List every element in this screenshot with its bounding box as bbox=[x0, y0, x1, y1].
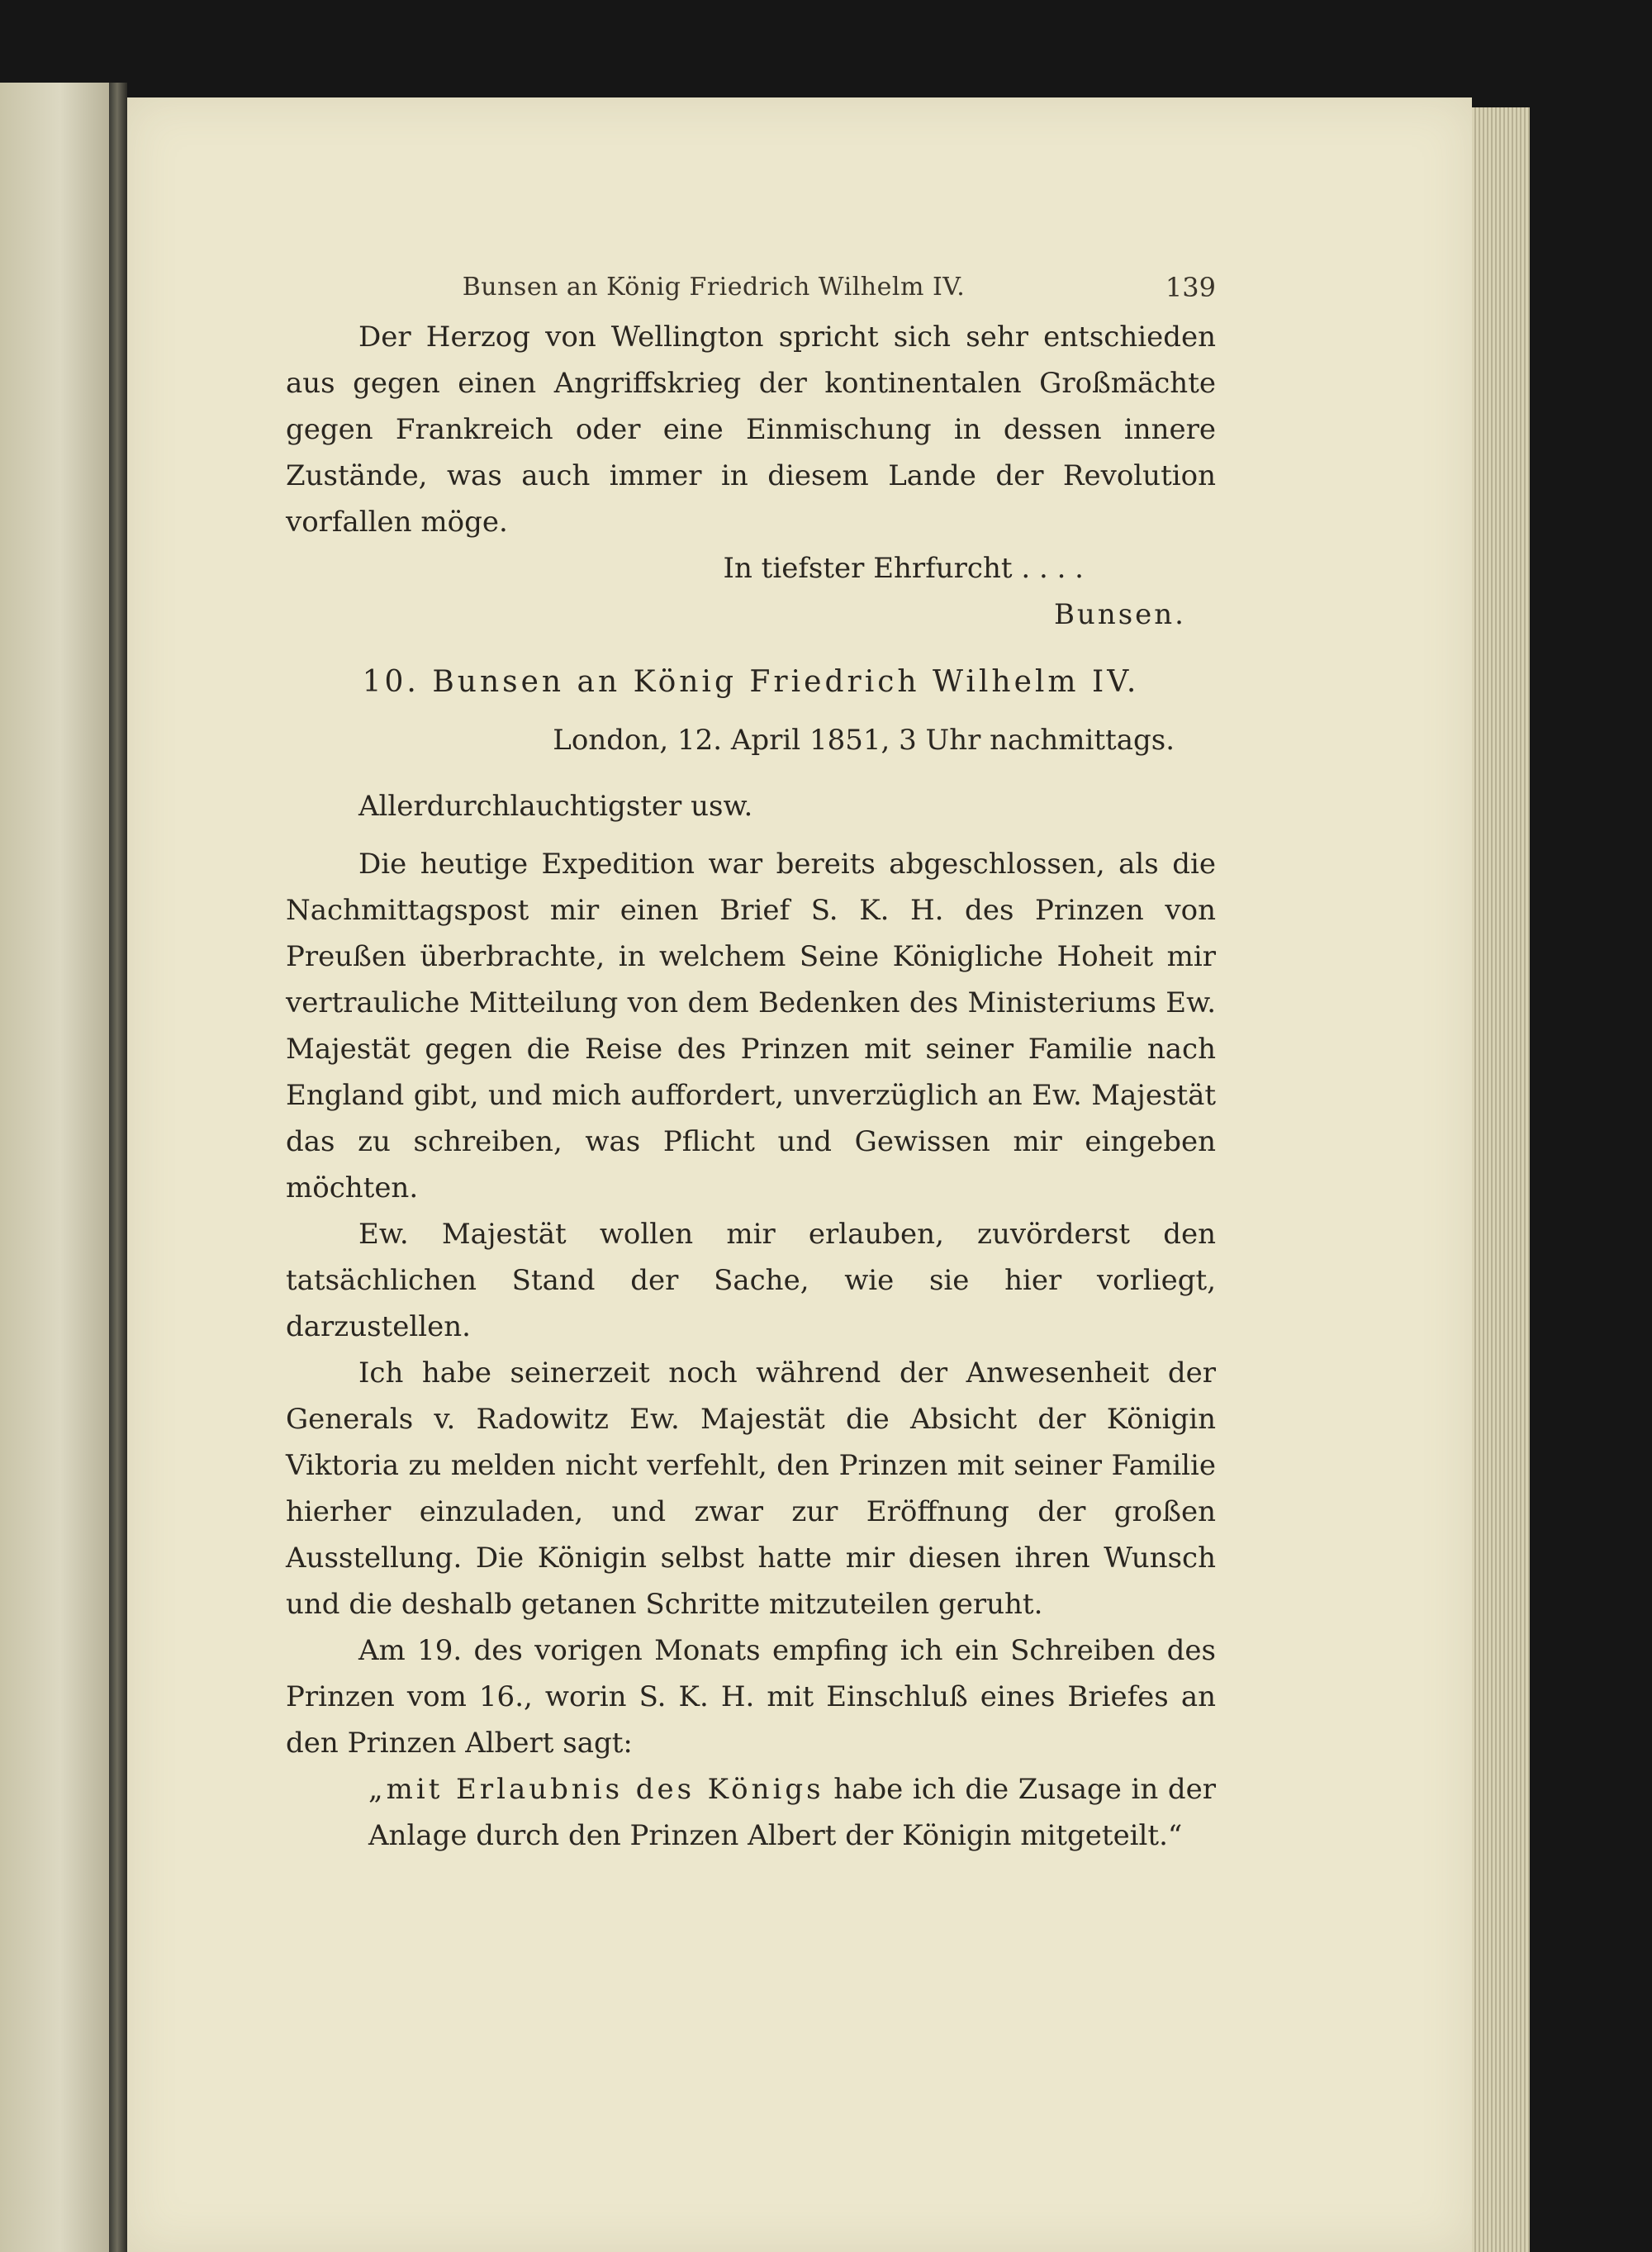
salutation: Allerdurchlauchtigster usw. bbox=[358, 790, 753, 823]
signature: Bunsen. bbox=[1053, 598, 1186, 631]
body-paragraph: Am 19. des vorigen Monats empfing ich ein Schreiben des Prinzen vom 16., worin S. K. H. mit Einschluß eines Briefes an den Prinzen Albert sagt: bbox=[286, 1634, 1216, 1760]
page-number: 139 bbox=[1165, 272, 1216, 303]
running-title: Bunsen an König Friedrich Wilhelm IV. bbox=[462, 273, 966, 302]
quotation-emphasis: „mit Erlaubnis des Königs bbox=[368, 1773, 824, 1806]
paragraph: Der Herzog von Wellington spricht sich sehr entschieden aus gegen einen Angriffskrieg der kontinentalen Großmächte gegen Frankreich oder eine Einmischung in dessen innere Zustände, was auch immer in diesem Lande der Revolution vorfallen möge. bbox=[286, 321, 1216, 539]
body-paragraph: Ew. Majestät wollen mir erlauben, zuvörderst den tatsächlichen Stand der Sache, wie sie hier vorliegt, darzustellen. bbox=[286, 1218, 1216, 1343]
book-spine bbox=[109, 83, 127, 2252]
running-header bbox=[286, 264, 1216, 314]
quotation bbox=[368, 1766, 1216, 1859]
facing-page-edge bbox=[0, 83, 109, 2252]
quotation-text: habe ich die Zusage in der Anlage durch den Prinzen Albert der Königin mitgeteilt.“ bbox=[368, 1773, 1216, 1852]
body-paragraph: Ich habe seinerzeit noch während der Anwesenheit der Generals v. Radowitz Ew. Majestät die Absicht der Königin Viktoria zu melden nicht verfehlt, den Prinzen mit seiner Familie hierher einzuladen, und zwar zur Eröffnung der großen Ausstellung. Die Königin selbst hatte mir diesen ihren Wunsch und die deshalb getanen Schritte mitzuteilen geruht. bbox=[286, 1356, 1216, 1621]
page-text bbox=[286, 264, 1216, 1859]
dateline: London, 12. April 1851, 3 Uhr nachmittags. bbox=[553, 724, 1175, 757]
closing-formula: In tiefster Ehrfurcht . . . . bbox=[723, 552, 1084, 585]
body-paragraph: Die heutige Expedition war bereits abgeschlossen, als die Nachmittagspost mir einen Brief S. K. H. des Prinzen von Preußen überbrachte, in welchem Seine Königliche Hoheit mir vertrauliche Mitteilung von dem Bedenken des Ministeriums Ew. Majestät gegen die Reise des Prinzen mit seiner Familie nach England gibt, und mich auffordert, unverzüglich an Ew. Majestät das zu schreiben, was Pflicht und Gewissen mir eingeben möchten. bbox=[286, 848, 1216, 1204]
letter-heading: 10. Bunsen an König Friedrich Wilhelm IV. bbox=[362, 665, 1140, 699]
page-block-edges bbox=[1472, 107, 1530, 2252]
